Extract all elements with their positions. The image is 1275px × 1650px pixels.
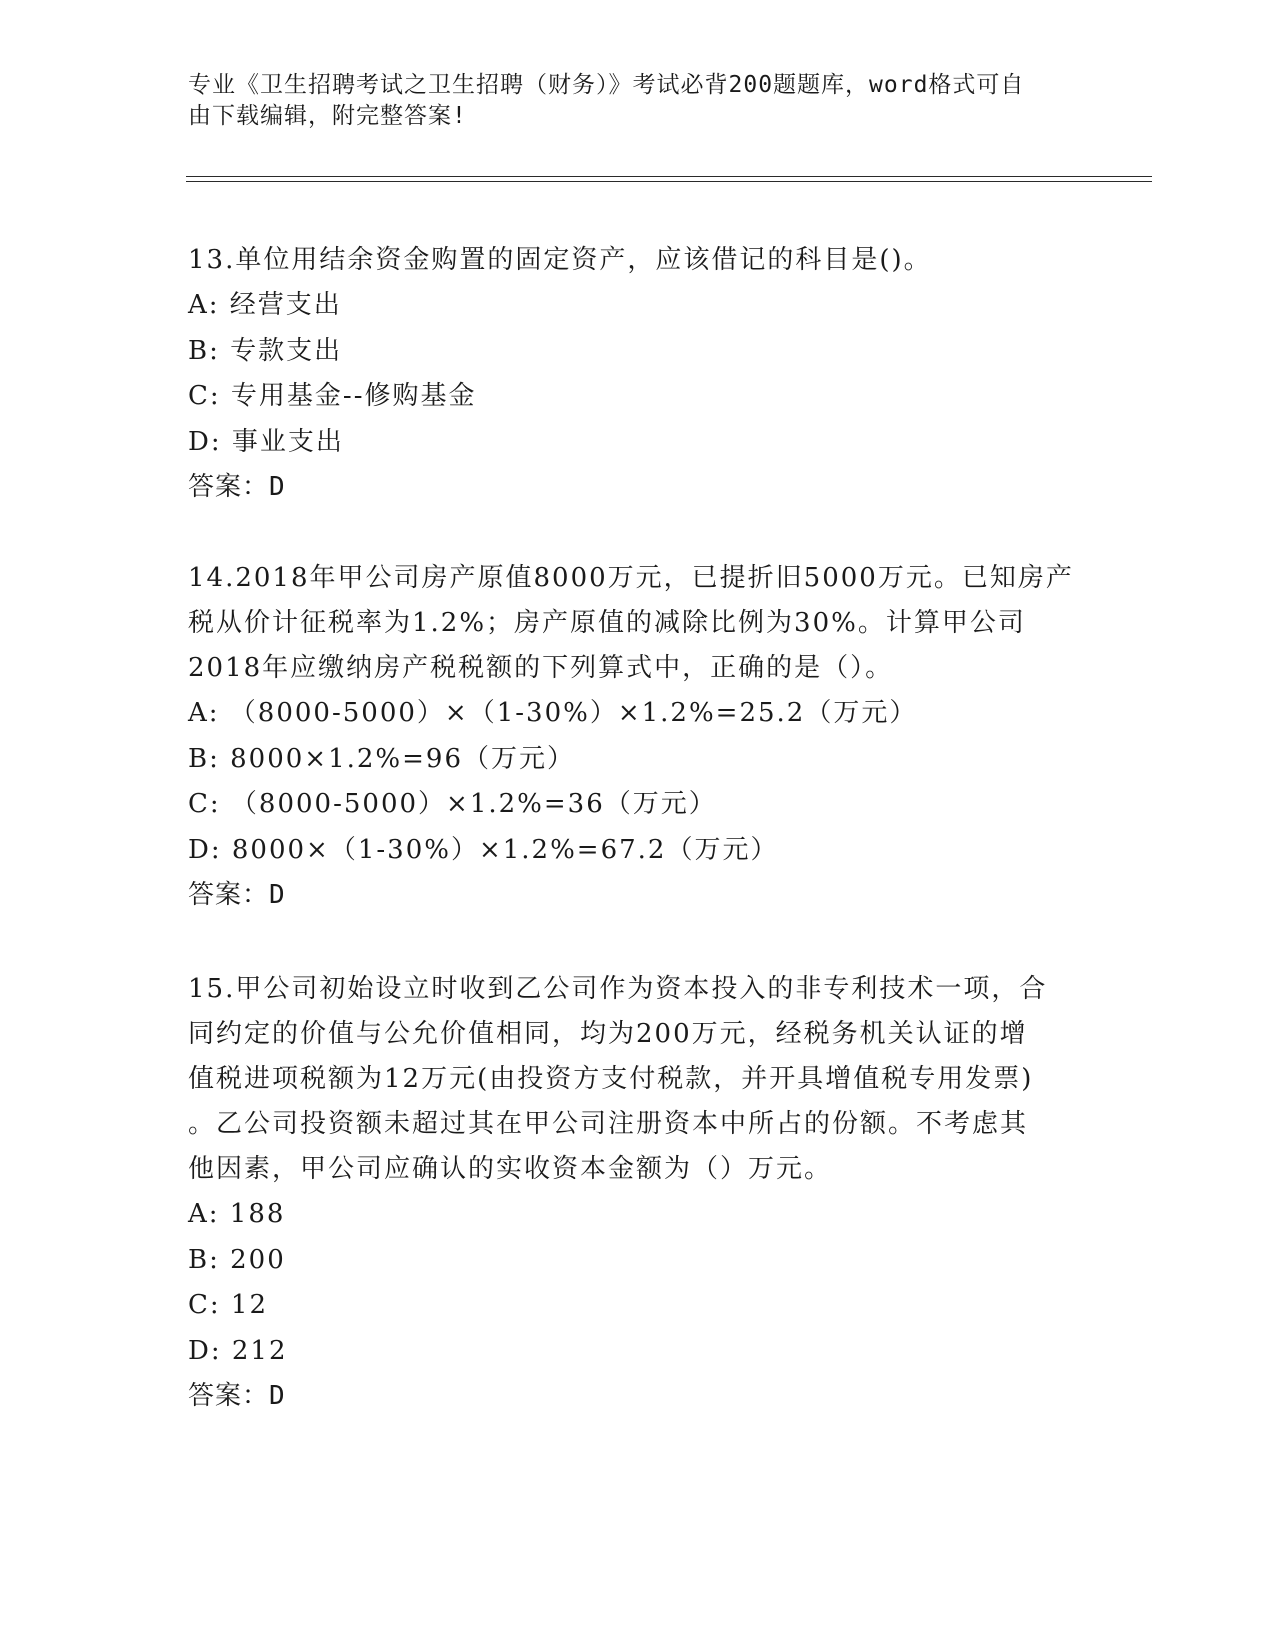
answer-value: D: [269, 880, 286, 910]
document-header: [188, 70, 1068, 132]
question-stem-line: 税从价计征税率为1.2%；房产原值的减除比例为30%。计算甲公司: [188, 608, 1026, 638]
question-stem-line: 同约定的价值与公允价值相同，均为200万元，经税务机关认证的增: [188, 1019, 1028, 1049]
question-15: [188, 967, 1088, 1419]
answer-line: [188, 465, 1088, 510]
question-stem-line: 2018年应缴纳房产税税额的下列算式中，正确的是（）。: [188, 653, 894, 683]
answer-line: [188, 873, 1088, 918]
question-14: [188, 556, 1088, 918]
option-a: A: 经营支出: [188, 290, 342, 320]
question-stem-line: 值税进项税额为12万元(由投资方支付税款，并开具增值税专用发票): [188, 1064, 1034, 1094]
option-d: D: 事业支出: [188, 426, 344, 457]
answer-value: D: [269, 1381, 286, 1411]
answer-line: [188, 1374, 1088, 1419]
answer-label: 答案：: [188, 1381, 270, 1411]
option-c: C: （8000-5000）×1.2%=36（万元）: [188, 789, 717, 819]
option-a: A: （8000-5000）×（1-30%）×1.2%=25.2（万元）: [188, 698, 918, 728]
option-b: B: 8000×1.2%=96（万元）: [188, 743, 576, 774]
option-c: C: 12: [188, 1290, 269, 1320]
answer-value: D: [269, 472, 286, 502]
header-line-2: 由下载编辑，附完整答案!: [188, 103, 467, 129]
question-13: [188, 238, 1088, 510]
question-stem-line: 15.甲公司初始设立时收到乙公司作为资本投入的非专利技术一项，合: [188, 974, 1048, 1004]
option-b: B: 专款支出: [188, 335, 343, 366]
question-stem-line: 13.单位用结余资金购置的固定资产，应该借记的科目是()。: [188, 245, 932, 275]
option-d: D: 8000×（1-30%）×1.2%=67.2（万元）: [188, 834, 779, 865]
option-a: A: 188: [188, 1199, 286, 1229]
question-stem-line: 14.2018年甲公司房产原值8000万元，已提折旧5000万元。已知房产: [188, 563, 1074, 593]
answer-label: 答案：: [188, 472, 270, 502]
option-d: D: 212: [188, 1335, 288, 1366]
header-line-1: 专业《卫生招聘考试之卫生招聘（财务）》考试必背200题题库，word格式可自: [188, 72, 1025, 98]
header-divider-bottom: [186, 181, 1152, 182]
question-stem-line: 他因素，甲公司应确认的实收资本金额为（）万元。: [188, 1154, 833, 1184]
option-c: C: 专用基金--修购基金: [188, 381, 477, 411]
header-divider-top: [186, 176, 1152, 177]
answer-label: 答案：: [188, 880, 270, 910]
option-b: B: 200: [188, 1244, 286, 1275]
question-stem-line: 。乙公司投资额未超过其在甲公司注册资本中所占的份额。不考虑其: [188, 1109, 1029, 1139]
